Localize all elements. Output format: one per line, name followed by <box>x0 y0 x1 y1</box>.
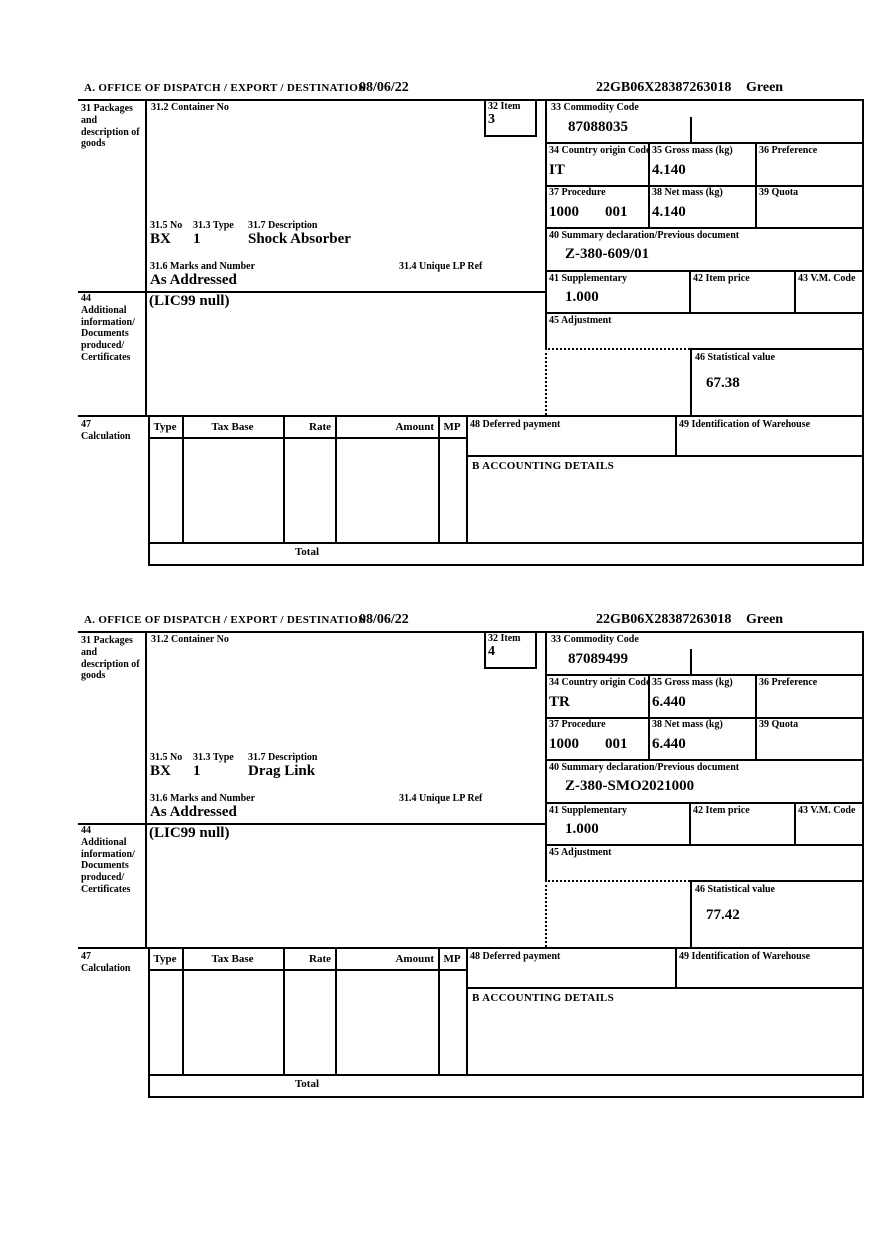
box-31-label: 31 Packages and description of goods <box>81 103 140 150</box>
item-number-label: 32 Item <box>488 101 521 112</box>
box-44-text: Additional information/ Documents produced/ Certificates <box>81 836 135 895</box>
previous-document-label: 40 Summary declaration/Previous document <box>549 230 740 241</box>
grid-line <box>484 667 537 669</box>
grid-line <box>466 947 468 1074</box>
box-44-label <box>81 293 139 364</box>
grid-line <box>862 99 864 566</box>
net-mass-label: 38 Net mass (kg) <box>652 719 723 730</box>
grid-line <box>466 455 864 457</box>
routing-status: Green <box>746 612 784 627</box>
column-header-mp: MP <box>443 953 461 965</box>
column-header-tax-base: Tax Base <box>211 421 254 433</box>
deferred-payment-label: 48 Deferred payment <box>470 951 561 962</box>
grid-line <box>145 631 147 949</box>
preference-label: 36 Preference <box>759 145 818 156</box>
grid-line <box>148 564 864 566</box>
package-no-label: 31.5 No <box>150 220 183 231</box>
unique-lp-ref-label: 31.4 Unique LP Ref <box>399 793 483 804</box>
grid-line <box>78 947 864 949</box>
package-type-label: 31.3 Type <box>193 752 234 763</box>
description-value: Shock Absorber <box>248 231 351 247</box>
commodity-code-value: 87088035 <box>568 119 628 135</box>
grid-line <box>545 844 864 846</box>
description-label: 31.7 Description <box>248 220 318 231</box>
box-47-number: 47 <box>81 951 91 962</box>
accounting-details-label: B ACCOUNTING DETAILS <box>472 460 615 472</box>
box-44-number: 44 <box>81 825 91 836</box>
office-of-dispatch-label: A. OFFICE OF DISPATCH / EXPORT / DESTINATION <box>84 82 367 94</box>
column-header-mp: MP <box>443 421 461 433</box>
grid-line <box>466 987 864 989</box>
marks-and-number-value: As Addressed <box>150 804 237 820</box>
grid-line <box>182 947 184 1074</box>
box-31-label: 31 Packages and description of goods <box>81 635 140 682</box>
grid-line <box>484 631 486 667</box>
unique-lp-ref-label: 31.4 Unique LP Ref <box>399 261 483 272</box>
procedure-value: 1000 <box>549 736 579 752</box>
grid-line <box>690 880 864 882</box>
column-header-amount: Amount <box>395 421 434 433</box>
dotted-grid-line <box>545 880 690 882</box>
container-no-label: 31.2 Container No <box>151 102 229 113</box>
commodity-code-label: 33 Commodity Code <box>551 102 639 113</box>
grid-line <box>78 415 864 417</box>
package-type-value: 1 <box>193 763 201 779</box>
marks-and-number-label: 31.6 Marks and Number <box>150 261 256 272</box>
grid-line <box>545 312 864 314</box>
adjustment-label: 45 Adjustment <box>549 847 612 858</box>
office-of-dispatch-label: A. OFFICE OF DISPATCH / EXPORT / DESTINATION <box>84 614 367 626</box>
description-label: 31.7 Description <box>248 752 318 763</box>
grid-line <box>690 117 692 142</box>
grid-line <box>690 348 692 415</box>
warehouse-id-label: 49 Identification of Warehouse <box>679 951 811 962</box>
net-mass-value: 4.140 <box>652 204 686 220</box>
statistical-value: 77.42 <box>706 907 740 923</box>
grid-line <box>545 802 864 804</box>
total-label: Total <box>294 1078 320 1090</box>
additional-info-value: (LIC99 null) <box>149 825 230 841</box>
grid-line <box>535 631 537 667</box>
warehouse-id-label: 49 Identification of Warehouse <box>679 419 811 430</box>
grid-line <box>545 674 864 676</box>
procedure-label: 37 Procedure <box>549 187 606 198</box>
grid-line <box>545 270 864 272</box>
dotted-grid-line <box>545 348 690 350</box>
grid-line <box>283 415 285 542</box>
column-header-type: Type <box>153 953 177 965</box>
statistical-value-label: 46 Statistical value <box>695 884 775 895</box>
package-no-label: 31.5 No <box>150 752 183 763</box>
gross-mass-value: 6.440 <box>652 694 686 710</box>
column-header-type: Type <box>153 421 177 433</box>
item-price-label: 42 Item price <box>693 273 750 284</box>
package-no-value: BX <box>150 763 171 779</box>
grid-line <box>148 437 468 439</box>
procedure-category-value: 001 <box>605 204 628 220</box>
description-value: Drag Link <box>248 763 316 779</box>
box-47-text: Calculation <box>81 962 131 974</box>
grid-line <box>148 947 150 1096</box>
grid-line <box>335 947 337 1074</box>
grid-line <box>484 99 486 135</box>
box-44-label <box>81 825 139 896</box>
grid-line <box>438 415 440 542</box>
box-44-text: Additional information/ Documents produced/ Certificates <box>81 304 135 363</box>
column-header-rate: Rate <box>309 953 331 965</box>
previous-document-value: Z-380-SMO2021000 <box>565 778 695 794</box>
item-price-label: 42 Item price <box>693 805 750 816</box>
grid-line <box>78 99 864 101</box>
gross-mass-label: 35 Gross mass (kg) <box>652 677 733 688</box>
previous-document-label: 40 Summary declaration/Previous document <box>549 762 740 773</box>
supplementary-value: 1.000 <box>565 289 599 305</box>
box-47-label <box>81 951 135 975</box>
deferred-payment-label: 48 Deferred payment <box>470 419 561 430</box>
grid-line <box>755 142 757 227</box>
vm-code-label: 43 V.M. Code <box>798 273 856 284</box>
column-header-tax-base: Tax Base <box>211 953 254 965</box>
grid-line <box>794 270 796 312</box>
grid-line <box>675 947 677 987</box>
grid-line <box>148 415 150 564</box>
declaration-item-block-3 <box>78 75 864 567</box>
accounting-details-label: B ACCOUNTING DETAILS <box>472 992 615 1004</box>
column-header-rate: Rate <box>309 421 331 433</box>
item-number-value: 4 <box>488 644 495 659</box>
grid-line <box>794 802 796 844</box>
grid-line <box>690 880 692 947</box>
adjustment-label: 45 Adjustment <box>549 315 612 326</box>
package-no-value: BX <box>150 231 171 247</box>
grid-line <box>78 631 864 633</box>
gross-mass-label: 35 Gross mass (kg) <box>652 145 733 156</box>
marks-and-number-value: As Addressed <box>150 272 237 288</box>
net-mass-label: 38 Net mass (kg) <box>652 187 723 198</box>
grid-line <box>148 1096 864 1098</box>
quota-label: 39 Quota <box>759 187 799 198</box>
grid-line <box>690 649 692 674</box>
package-type-label: 31.3 Type <box>193 220 234 231</box>
additional-info-value: (LIC99 null) <box>149 293 230 309</box>
grid-line <box>545 99 547 350</box>
box-47-label <box>81 419 135 443</box>
grid-line <box>148 1074 864 1076</box>
statistical-value: 67.38 <box>706 375 740 391</box>
country-origin-label: 34 Country origin Code <box>549 677 651 688</box>
box-44-number: 44 <box>81 293 91 304</box>
marks-and-number-label: 31.6 Marks and Number <box>150 793 256 804</box>
item-number-label: 32 Item <box>488 633 521 644</box>
container-no-label: 31.2 Container No <box>151 634 229 645</box>
grid-line <box>335 415 337 542</box>
box-47-text: Calculation <box>81 430 131 442</box>
preference-label: 36 Preference <box>759 677 818 688</box>
statistical-value-label: 46 Statistical value <box>695 352 775 363</box>
grid-line <box>675 415 677 455</box>
grid-line <box>182 415 184 542</box>
supplementary-value: 1.000 <box>565 821 599 837</box>
previous-document-value: Z-380-609/01 <box>565 246 650 262</box>
package-type-value: 1 <box>193 231 201 247</box>
procedure-label: 37 Procedure <box>549 719 606 730</box>
grid-line <box>438 947 440 1074</box>
net-mass-value: 6.440 <box>652 736 686 752</box>
grid-line <box>545 227 864 229</box>
column-header-amount: Amount <box>395 953 434 965</box>
supplementary-label: 41 Supplementary <box>549 805 628 816</box>
grid-line <box>145 99 147 417</box>
grid-line <box>545 142 864 144</box>
grid-line <box>689 802 691 844</box>
grid-line <box>690 348 864 350</box>
dotted-grid-line <box>545 348 547 415</box>
dotted-grid-line <box>545 880 547 947</box>
commodity-code-label: 33 Commodity Code <box>551 634 639 645</box>
declaration-reference: 22GB06X28387263018 <box>596 612 732 627</box>
grid-line <box>545 631 547 882</box>
box-47-number: 47 <box>81 419 91 430</box>
country-origin-label: 34 Country origin Code <box>549 145 651 156</box>
routing-status: Green <box>746 80 784 95</box>
declaration-date: 08/06/22 <box>359 80 409 95</box>
declaration-item-block-4 <box>78 607 864 1099</box>
country-origin-value: TR <box>549 694 570 710</box>
grid-line <box>484 135 537 137</box>
grid-line <box>148 969 468 971</box>
gross-mass-value: 4.140 <box>652 162 686 178</box>
item-number-value: 3 <box>488 112 495 127</box>
grid-line <box>148 542 864 544</box>
commodity-code-value: 87089499 <box>568 651 628 667</box>
declaration-date: 08/06/22 <box>359 612 409 627</box>
declaration-reference: 22GB06X28387263018 <box>596 80 732 95</box>
vm-code-label: 43 V.M. Code <box>798 805 856 816</box>
grid-line <box>862 631 864 1098</box>
total-label: Total <box>294 546 320 558</box>
grid-line <box>755 674 757 759</box>
procedure-category-value: 001 <box>605 736 628 752</box>
grid-line <box>689 270 691 312</box>
procedure-value: 1000 <box>549 204 579 220</box>
grid-line <box>535 99 537 135</box>
grid-line <box>466 415 468 542</box>
country-origin-value: IT <box>549 162 565 178</box>
grid-line <box>545 759 864 761</box>
supplementary-label: 41 Supplementary <box>549 273 628 284</box>
grid-line <box>283 947 285 1074</box>
quota-label: 39 Quota <box>759 719 799 730</box>
